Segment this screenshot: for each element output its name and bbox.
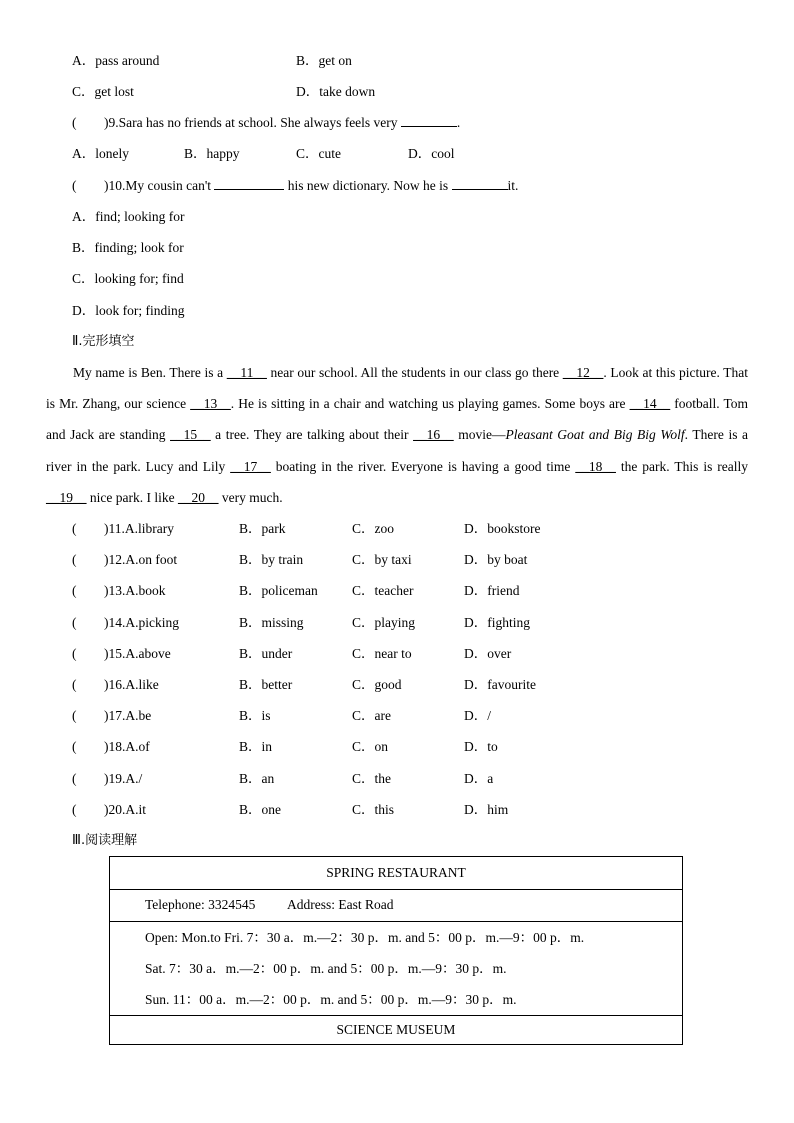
question-10-option-c: C．looking for; find: [72, 271, 184, 286]
option-a: )14.A.picking: [104, 615, 179, 630]
question-10-option-a: A．find; looking for: [72, 209, 185, 224]
blank-15: __15__: [170, 427, 211, 443]
blank-11: __11__: [226, 365, 267, 380]
passage-text: near our school. All the students in our class go there: [270, 365, 560, 380]
answer-paren: (: [72, 521, 77, 536]
blank-13: __13__: [190, 396, 231, 412]
option-c: C．teacher: [352, 583, 414, 598]
question-10-end: it.: [507, 178, 519, 193]
option-a: )16.A.like: [104, 677, 159, 692]
option-d: D．by boat: [464, 552, 528, 567]
answer-paren: (: [72, 771, 77, 786]
question-10-option-d: D．look for; finding: [72, 303, 185, 318]
option-c: C．this: [352, 802, 395, 817]
blank-16: __16__: [413, 427, 454, 443]
passage-text: . There is a river in the park. Lucy and Lily: [46, 427, 749, 474]
option-b: B．one: [239, 802, 281, 817]
answer-paren: (: [72, 583, 77, 598]
answer-paren: (: [72, 739, 77, 754]
option-a: )18.A.of: [104, 739, 150, 754]
section-heading-cloze: Ⅱ.完形填空: [72, 334, 135, 349]
passage-text: boating in the river. Everyone is having a good time: [275, 458, 571, 474]
hours-weekday: Open: Mon.to Fri. 7：30 a．m.—2：30 p．m. and 5：00 p．m.—9：00 p．m.: [145, 930, 585, 945]
option-b: B．missing: [239, 615, 304, 630]
hours-sunday: Sun. 11：00 a．m.—2：00 p．m. and 5：00 p．m.—9：30 p．m.: [145, 992, 517, 1007]
blank-14: __14__: [629, 396, 671, 412]
passage-text: movie—: [458, 427, 506, 443]
hours-saturday: Sat. 7：30 a．m.—2：00 p．m. and 5：00 p．m.—9：30 p．m.: [145, 961, 507, 976]
answer-paren: (: [72, 115, 77, 130]
option-c: C．get lost: [72, 84, 134, 99]
answer-paren: (: [72, 677, 77, 692]
passage-text: football. Tom and Jack are standing: [46, 396, 749, 443]
option-d: D．him: [464, 802, 509, 817]
passage-text: a tree. They are talking about their: [215, 427, 409, 443]
option-d: D．over: [464, 646, 512, 661]
passage-text: very much.: [221, 489, 283, 505]
option-c: C．on: [352, 739, 389, 754]
option-b: B．get on: [296, 53, 352, 68]
restaurant-hours: [110, 921, 682, 1016]
option-a: )13.A.book: [104, 583, 166, 598]
restaurant-contact-row: [110, 889, 682, 922]
answer-blank[interactable]: [452, 176, 508, 190]
option-a: A．lonely: [72, 146, 129, 161]
question-10-text: [104, 176, 518, 196]
blank-12: __12__: [562, 365, 604, 380]
option-a: )15.A.above: [104, 646, 171, 661]
question-10-mid: his new dictionary. Now he is: [287, 178, 449, 193]
movie-title: Pleasant Goat and Big Big Wolf: [505, 427, 685, 443]
answer-paren: (: [72, 552, 77, 567]
option-a: A．pass around: [72, 53, 160, 68]
cloze-passage: [46, 357, 748, 513]
option-d: D．bookstore: [464, 521, 541, 536]
option-c: C．are: [352, 708, 391, 723]
option-b: B．an: [239, 771, 275, 786]
passage-text: nice park. I like: [89, 489, 175, 505]
passage-text: . Look at this picture. That is Mr. Zhang, our science: [46, 365, 748, 412]
option-b: B．happy: [184, 146, 240, 161]
option-d: D．cool: [408, 146, 455, 161]
option-c: C．the: [352, 771, 391, 786]
answer-paren: (: [72, 802, 77, 817]
answer-blank[interactable]: [214, 176, 284, 190]
option-d: D．/: [464, 708, 491, 723]
option-b: B．park: [239, 521, 286, 536]
section-heading-reading: Ⅲ.阅读理解: [72, 833, 138, 848]
option-d: D．fighting: [464, 615, 530, 630]
answer-paren: (: [72, 178, 77, 193]
restaurant-address: Address: East Road: [287, 897, 394, 912]
blank-18: __18__: [575, 458, 616, 474]
option-a: )17.A.be: [104, 708, 152, 723]
question-10-stem: )10.My cousin can't: [104, 178, 212, 193]
blank-19: __19__: [46, 489, 87, 505]
blank-20: __20__: [177, 489, 219, 505]
option-b: B．is: [239, 708, 271, 723]
restaurant-telephone: Telephone: 3324545: [145, 897, 256, 912]
question-9-text: [104, 113, 460, 133]
passage-text: the park. This is really: [620, 458, 749, 474]
option-c: C．by taxi: [352, 552, 412, 567]
option-c: C．good: [352, 677, 402, 692]
restaurant-title: SPRING RESTAURANT: [110, 857, 682, 890]
museum-title: SCIENCE MUSEUM: [336, 1022, 456, 1037]
question-9-stem: )9.Sara has no friends at school. She always feels very: [104, 115, 398, 130]
answer-paren: (: [72, 646, 77, 661]
option-a: )11.A.library: [104, 521, 174, 536]
passage-text: My name is Ben. There is a: [73, 365, 224, 380]
option-b: B．policeman: [239, 583, 318, 598]
option-b: B．better: [239, 677, 293, 692]
answer-paren: (: [72, 615, 77, 630]
option-a: )20.A.it: [104, 802, 146, 817]
question-9-end: .: [456, 115, 461, 130]
question-10-option-b: B．finding; look for: [72, 240, 184, 255]
blank-17: __17__: [230, 458, 271, 474]
option-c: C．cute: [296, 146, 341, 161]
option-b: B．under: [239, 646, 293, 661]
option-d: D．a: [464, 771, 494, 786]
option-c: C．zoo: [352, 521, 394, 536]
option-a: )19.A./: [104, 771, 143, 786]
option-c: C．near to: [352, 646, 412, 661]
option-d: D．take down: [296, 84, 376, 99]
reading-table: [109, 856, 683, 1045]
option-a: )12.A.on foot: [104, 552, 178, 567]
option-b: B．by train: [239, 552, 304, 567]
answer-blank[interactable]: [401, 113, 457, 127]
option-d: D．to: [464, 739, 498, 754]
option-d: D．friend: [464, 583, 520, 598]
option-d: D．favourite: [464, 677, 536, 692]
answer-paren: (: [72, 708, 77, 723]
option-b: B．in: [239, 739, 273, 754]
passage-text: . He is sitting in a chair and watching us playing games. Some boys are: [230, 396, 626, 412]
option-c: C．playing: [352, 615, 415, 630]
